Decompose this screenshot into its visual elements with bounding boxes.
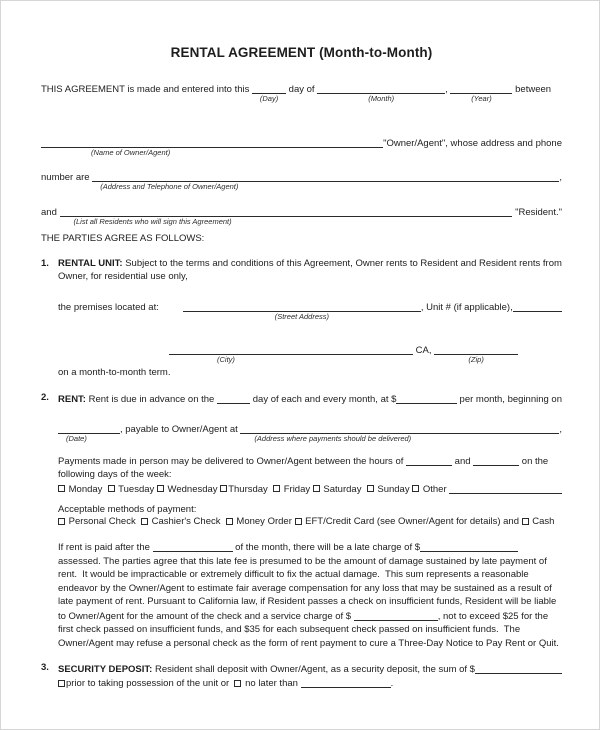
blank-underline	[450, 84, 512, 103]
blank-underline	[406, 456, 452, 466]
blank-underline	[240, 424, 559, 443]
bold-text-run: RENT:	[58, 393, 86, 405]
checkbox-icon	[58, 680, 65, 687]
checkbox-icon	[412, 485, 419, 492]
text-run: "Resident."	[512, 207, 562, 218]
text-run: per month, beginning on	[456, 393, 562, 405]
checkbox-icon	[295, 518, 302, 525]
owner-address-line	[41, 170, 562, 191]
text-run: Resident shall deposit with Owner/Agent, as a security deposit, the sum of $	[152, 664, 475, 675]
payments-paragraph	[41, 454, 562, 482]
checkbox-icon	[522, 518, 529, 525]
text-run: Acceptable methods of payment:	[58, 503, 197, 515]
text-run: .	[390, 678, 394, 689]
field-label: (Address and Telephone of Owner/Agent)	[100, 182, 239, 191]
checkbox-icon	[220, 485, 227, 492]
field-label: (Year)	[471, 94, 492, 103]
blank-underline	[396, 394, 456, 404]
checkbox-icon	[157, 485, 164, 492]
field-label: (Month)	[368, 94, 395, 103]
text-run: Rent is due in advance on the	[85, 393, 217, 405]
text-run: , Unit # (if applicable),	[420, 301, 513, 313]
checkbox-icon	[108, 485, 115, 492]
section-number: 1.	[41, 257, 49, 269]
text-run: day of	[286, 84, 318, 95]
text-run: If rent is paid after the	[58, 542, 153, 553]
text-run: on a month-to-month term.	[58, 366, 171, 378]
text-run: Sunday	[374, 483, 413, 495]
text-run: prior to taking possession of the unit or	[66, 678, 235, 689]
checkbox-icon	[58, 518, 65, 525]
text-run: ,	[445, 84, 451, 95]
text-run: , payable to Owner/Agent at	[120, 423, 241, 435]
text-run: Cash	[529, 516, 555, 527]
blank-underline	[434, 345, 518, 364]
blank-underline	[92, 172, 559, 191]
text-run: Cashier's Check	[148, 516, 226, 527]
text-run: Subject to the terms and conditions of this Agreement, Owner rents to Resident and Resident rents from Owner, for residential use only,	[58, 257, 565, 282]
section-number: 3.	[41, 662, 49, 673]
field-label: (Day)	[259, 94, 279, 103]
text-run: of the month, there will be a late charge of $	[232, 542, 421, 553]
intro-date-line	[41, 82, 562, 103]
text-run: Tuesday	[115, 483, 157, 495]
checkbox-icon	[273, 485, 280, 492]
blank-underline	[513, 302, 562, 312]
section-3-intro	[41, 662, 562, 675]
document-blocks	[41, 82, 565, 689]
premises-line	[41, 300, 562, 321]
checkbox-icon	[58, 485, 65, 492]
blank-underline	[301, 678, 391, 688]
parties-heading	[41, 232, 562, 246]
blank-underline	[41, 138, 383, 157]
text-run: Personal Check	[66, 516, 141, 527]
field-label: (City)	[217, 354, 235, 364]
text-run: THE PARTIES AGREE AS FOLLOWS:	[41, 233, 205, 244]
rent-date-line	[41, 422, 562, 443]
city-zip-line	[41, 343, 562, 364]
field-label: (Street Address)	[274, 311, 330, 321]
checkbox-icon	[367, 485, 374, 492]
text-run: assessed. The parties agree that this late fee is presumed to be the amount of damage sustained by late payment of rent. It would be impracticable or extremely difficult to fix the actual damage. This sum represents a reasonable endeavor by the Owner/Agent to estimate fair average compensation for any loss that may be sustained as a result of late payment of rent. Pursuant to California law, if Resident passes a check on insufficient funds, Resident will be liable to Owner/Agent for the amount of the check and a service charge of $	[58, 542, 559, 622]
field-label: (Address where payments should be delivered)	[254, 433, 412, 443]
text-run: Money Order	[233, 516, 295, 527]
blank-underline	[183, 302, 421, 321]
field-label: (Date)	[66, 433, 87, 443]
text-run: ,	[559, 423, 562, 435]
blank-underline	[317, 84, 445, 103]
blank-underline	[60, 207, 513, 226]
bold-text-run: SECURITY DEPOSIT:	[58, 664, 153, 675]
payment-methods-line	[41, 516, 562, 529]
term-line	[41, 367, 562, 380]
text-run: day of each and every month, at $	[250, 393, 397, 405]
checkbox-icon	[313, 485, 320, 492]
text-run: no later than	[242, 678, 301, 689]
blank-underline	[153, 542, 233, 552]
late-fee-paragraph	[41, 540, 562, 650]
text-run: the premises located at:	[58, 301, 159, 313]
weekday-checkbox-line	[41, 482, 562, 495]
blank-underline	[473, 456, 519, 466]
text-run: ,	[559, 172, 562, 183]
text-run: , not to exceed $25 for the first check passed on insufficient funds, and $35 for each subsequent check passed on insufficient funds. The Owner/Agent may refuse a personal check as the form of rent payment to cure a Three-Day Notice to Pay Rent or Quit.	[58, 610, 559, 649]
blank-underline	[420, 542, 518, 552]
deposit-timing-line	[41, 676, 562, 689]
section-2-intro	[41, 392, 562, 405]
owner-name-line	[41, 136, 562, 157]
text-run: Wednesday	[164, 483, 221, 495]
text-run: and	[41, 207, 60, 218]
bold-text-run: RENTAL UNIT:	[58, 257, 123, 269]
field-label: (Name of Owner/Agent)	[91, 148, 171, 157]
section-number: 2.	[41, 391, 49, 403]
text-run: on the following days of the week:	[58, 455, 551, 480]
payment-methods-heading	[41, 503, 562, 517]
text-run: Thursday	[228, 483, 274, 495]
checkbox-icon	[226, 518, 233, 525]
blank-underline	[169, 345, 413, 364]
text-run: Saturday	[320, 483, 367, 495]
checkbox-icon	[234, 680, 241, 687]
document-body	[1, 1, 599, 689]
checkbox-icon	[141, 518, 148, 525]
document-title: RENTAL AGREEMENT (Month-to-Month)	[170, 45, 433, 60]
text-run: Payments made in person may be delivered to Owner/Agent between the hours of	[58, 455, 407, 467]
text-run: Other	[420, 483, 450, 495]
text-run: Friday	[281, 483, 313, 495]
spacer	[159, 309, 183, 310]
text-run: THIS AGREEMENT is made and entered into this	[41, 84, 253, 95]
blank-underline	[252, 84, 286, 103]
field-label: (Zip)	[468, 354, 484, 364]
text-run: "Owner/Agent", whose address and phone	[383, 138, 562, 149]
residents-line	[41, 205, 562, 226]
blank-underline	[475, 664, 562, 674]
blank-underline	[449, 484, 562, 494]
text-run: EFT/Credit Card (see Owner/Agent for details) and	[302, 516, 522, 527]
blank-underline	[217, 394, 250, 404]
text-run: CA,	[413, 344, 435, 356]
blank-underline	[58, 424, 120, 443]
section-1-intro	[41, 257, 565, 284]
text-run: Monday	[66, 483, 108, 495]
text-run: and	[452, 455, 474, 467]
blank-underline	[354, 611, 438, 621]
field-label: (List all Residents who will sign this Agreement)	[73, 217, 232, 226]
spacer	[58, 352, 169, 353]
text-run: number are	[41, 172, 93, 183]
text-run: between	[512, 84, 552, 95]
